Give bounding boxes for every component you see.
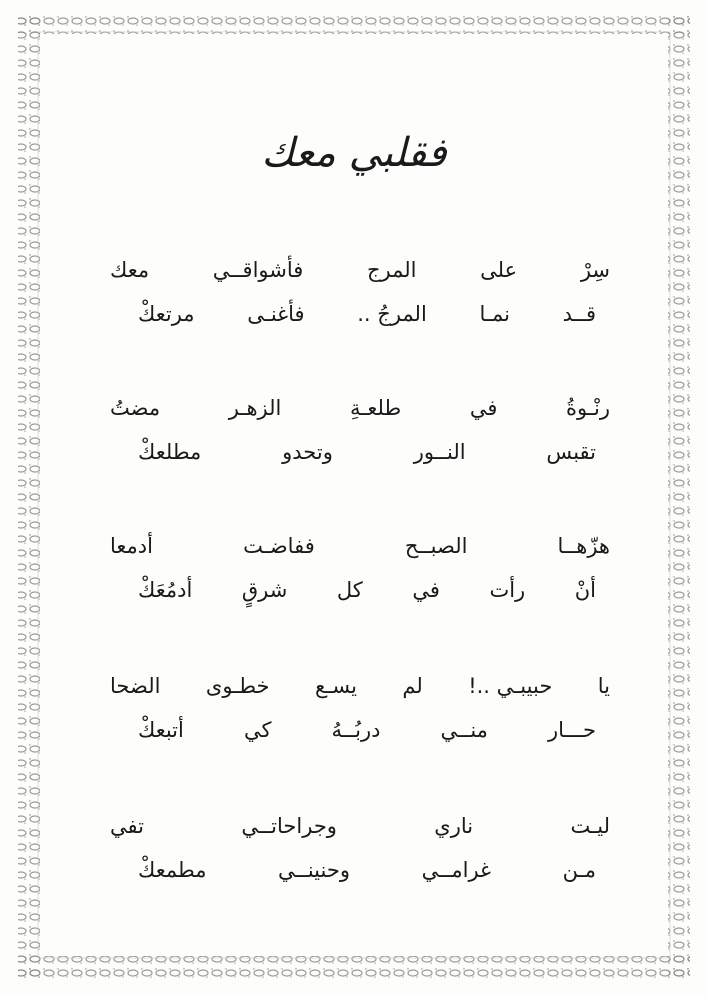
- verse-word: رنْـوةُ: [566, 396, 610, 420]
- verse-word: لم: [402, 674, 423, 698]
- verse-word: وجراحاتــي: [241, 814, 337, 838]
- verse-word: المرج: [366, 258, 417, 282]
- verse-word: يا: [597, 674, 610, 698]
- verse-line: [110, 292, 610, 336]
- stanza-3: [110, 524, 610, 612]
- verse-word: أتبعكْ: [138, 718, 184, 742]
- verse-word: الصبــح: [404, 534, 468, 558]
- verse-word: مرتعكْ: [138, 302, 195, 326]
- verse-word: منــي: [440, 718, 488, 742]
- verse-word: الضحا: [110, 674, 161, 698]
- verse-word: هزّهــا: [557, 534, 610, 558]
- verse-word: أنْ: [574, 578, 596, 602]
- verse-word: كل: [336, 578, 363, 602]
- verse-line: [110, 804, 610, 848]
- verse-word: حـــار: [548, 718, 596, 742]
- verse-word: شرقٍ: [241, 578, 288, 602]
- verse-word: كي: [243, 718, 272, 742]
- verse-word: غرامــي: [421, 858, 492, 882]
- verse-word: تفي: [110, 814, 144, 838]
- verse-line: [110, 664, 610, 708]
- verse-line: [110, 248, 610, 292]
- verse-word: النــور: [413, 440, 466, 464]
- verse-line: [110, 848, 610, 892]
- verse-word: حبيبـي ..!: [468, 674, 553, 698]
- verse-word: وتحدو: [282, 440, 333, 464]
- verse-word: المرجُ ..: [357, 302, 427, 326]
- verse-word: سِرْ: [580, 258, 610, 282]
- verse-word: خطـوى: [205, 674, 270, 698]
- verse-word: نمـا: [479, 302, 510, 326]
- verse-word: فأغنـى: [247, 302, 305, 326]
- verse-word: تقبس: [546, 440, 596, 464]
- verse-word: معك: [110, 258, 150, 282]
- verse-word: أدمعا: [110, 534, 153, 558]
- verse-word: الزهـر: [228, 396, 282, 420]
- verse-word: على: [480, 258, 518, 282]
- verse-word: يسـع: [315, 674, 357, 698]
- verse-word: ليـت: [570, 814, 610, 838]
- stanza-5: [110, 804, 610, 892]
- verse-word: في: [469, 396, 498, 420]
- verse-word: فأشواقــي: [212, 258, 304, 282]
- verse-word: في: [412, 578, 440, 602]
- verse-line: [110, 568, 610, 612]
- verse-word: مضتُ: [110, 396, 161, 420]
- stanza-4: [110, 664, 610, 752]
- verse-word: قــد: [562, 302, 596, 326]
- verse-word: رأت: [489, 578, 526, 602]
- verse-word: مـن: [562, 858, 596, 882]
- verse-word: طلعـةِ: [349, 396, 402, 420]
- stanza-2: [110, 386, 610, 474]
- verse-word: ففاضـت: [243, 534, 315, 558]
- verse-line: [110, 524, 610, 568]
- verse-word: مطمعكْ: [138, 858, 207, 882]
- verse-word: أدمُعَكْ: [138, 578, 193, 602]
- stanza-1: [110, 248, 610, 336]
- verse-word: وحنينــي: [278, 858, 350, 882]
- verse-word: دربُــهُ: [331, 718, 381, 742]
- verse-line: [110, 708, 610, 752]
- verse-word: مطلعكْ: [138, 440, 202, 464]
- verse-line: [110, 386, 610, 430]
- poem-title: فقلبي معك: [261, 130, 447, 176]
- verse-word: ناري: [434, 814, 474, 838]
- verse-line: [110, 430, 610, 474]
